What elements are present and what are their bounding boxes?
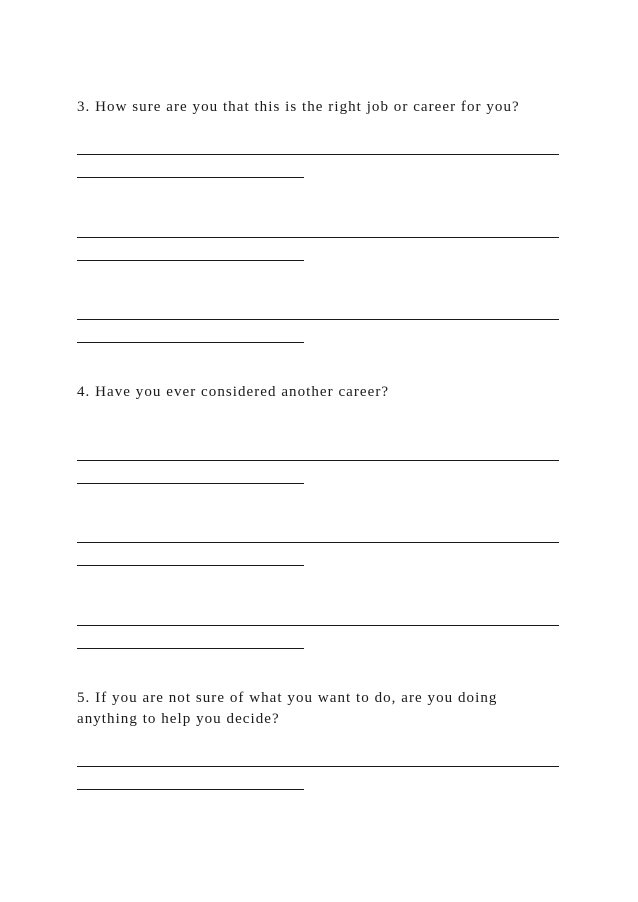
q3-answer-line-2a[interactable] bbox=[77, 237, 559, 238]
q4-answer-line-2b[interactable] bbox=[77, 565, 304, 566]
question-3-text: 3. How sure are you that this is the right job or career for you? bbox=[77, 99, 520, 115]
q4-answer-line-1b[interactable] bbox=[77, 483, 304, 484]
q3-answer-line-3b[interactable] bbox=[77, 342, 304, 343]
q4-answer-line-3b[interactable] bbox=[77, 648, 304, 649]
question-4-text: 4. Have you ever considered another career? bbox=[77, 384, 390, 400]
q3-answer-line-3a[interactable] bbox=[77, 319, 559, 320]
q3-answer-line-1a[interactable] bbox=[77, 154, 559, 155]
q5-answer-line-1a[interactable] bbox=[77, 766, 559, 767]
q5-answer-line-1b[interactable] bbox=[77, 789, 304, 790]
q4-answer-line-3a[interactable] bbox=[77, 625, 559, 626]
q4-answer-line-2a[interactable] bbox=[77, 542, 559, 543]
q4-answer-line-1a[interactable] bbox=[77, 460, 559, 461]
question-5-text: 5. If you are not sure of what you want to do, are you doing anything to help you decide? bbox=[77, 690, 498, 727]
q3-answer-line-1b[interactable] bbox=[77, 177, 304, 178]
q3-answer-line-2b[interactable] bbox=[77, 260, 304, 261]
